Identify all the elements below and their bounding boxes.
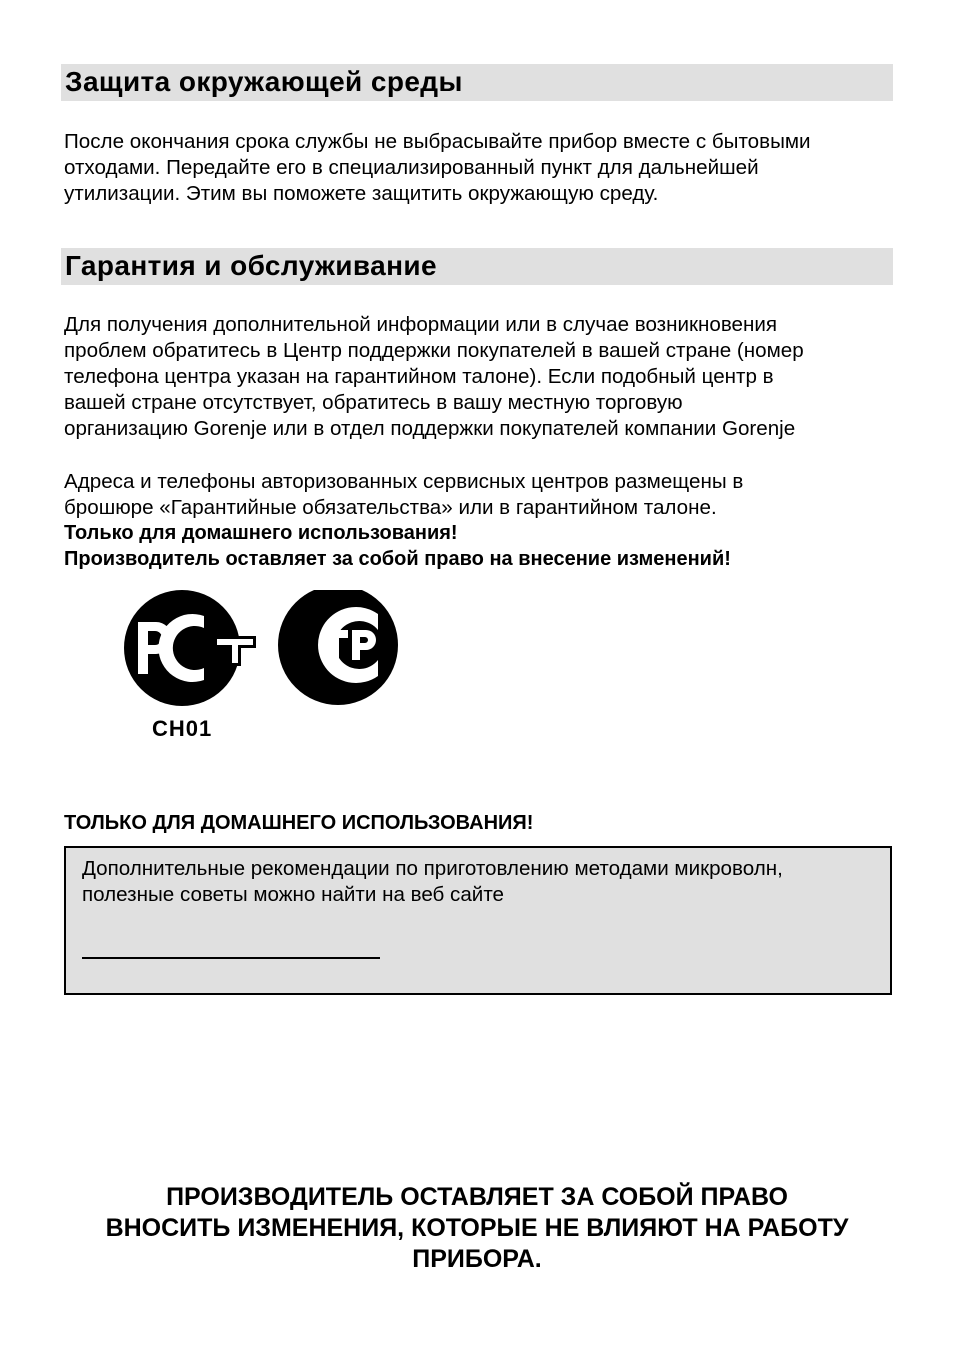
recommendations-box xyxy=(64,846,892,995)
recommendations-line: Дополнительные рекомендации по приготовлению методами микроволн, xyxy=(82,857,783,880)
footer-notice-line: ПРОИЗВОДИТЕЛЬ ОСТАВЛЯЕТ ЗА СОБОЙ ПРАВО xyxy=(166,1183,788,1211)
recommendations-text xyxy=(82,856,783,908)
warranty-line: Для получения дополнительной информации или в случае возникновения xyxy=(64,313,778,336)
warranty-paragraph xyxy=(64,312,904,442)
environment-line: отходами. Передайте его в специализированный пункт для дальнейшей xyxy=(64,156,759,179)
warranty-heading xyxy=(61,248,893,285)
environment-line: После окончания срока службы не выбрасывайте прибор вместе с бытовыми xyxy=(64,130,811,153)
home-use-only-note: Только для домашнего использования! xyxy=(64,522,458,544)
certification-code: CH01 xyxy=(152,716,213,741)
footer-notice-line: ВНОСИТЬ ИЗМЕНЕНИЯ, КОТОРЫЕ НЕ ВЛИЯЮТ НА РАБОТУ xyxy=(105,1214,849,1242)
environment-heading xyxy=(61,64,893,101)
warranty-line: вашей стране отсутствует, обратитесь в вашу местную торговую xyxy=(64,391,683,414)
warranty-line: телефона центра указан на гарантийном талоне). Если подобный центр в xyxy=(64,365,774,388)
environment-paragraph xyxy=(64,129,904,207)
warranty-line: организацию Gorenje или в отдел поддержки покупателей компании Gorenje xyxy=(64,417,796,440)
manufacturer-rights-note: Производитель оставляет за собой право на внесение изменений! xyxy=(64,548,731,570)
service-line: брошюре «Гарантийные обязательства» или в гарантийном талоне. xyxy=(64,496,717,519)
ctr-mark-icon xyxy=(278,590,398,705)
pct-mark-icon xyxy=(124,590,256,706)
footer-notice xyxy=(0,1182,954,1275)
warranty-line: проблем обратитесь в Центр поддержки покупателей в вашей стране (номер xyxy=(64,339,804,362)
service-centers-paragraph xyxy=(64,469,904,521)
service-line: Адреса и телефоны авторизованных сервисных центров размещены в xyxy=(64,470,744,493)
environment-line: утилизации. Этим вы поможете защитить окружающую среду. xyxy=(64,182,659,205)
recommendations-line: полезные советы можно найти на веб сайте xyxy=(82,883,504,906)
warranty-heading-text: Гарантия и обслуживание xyxy=(65,250,438,281)
home-use-caps-heading: ТОЛЬКО ДЛЯ ДОМАШНЕГО ИСПОЛЬЗОВАНИЯ! xyxy=(64,812,534,834)
environment-heading-text: Защита окружающей среды xyxy=(65,66,463,97)
footer-notice-line: ПРИБОРА. xyxy=(412,1245,542,1273)
website-blank-line xyxy=(82,957,380,959)
